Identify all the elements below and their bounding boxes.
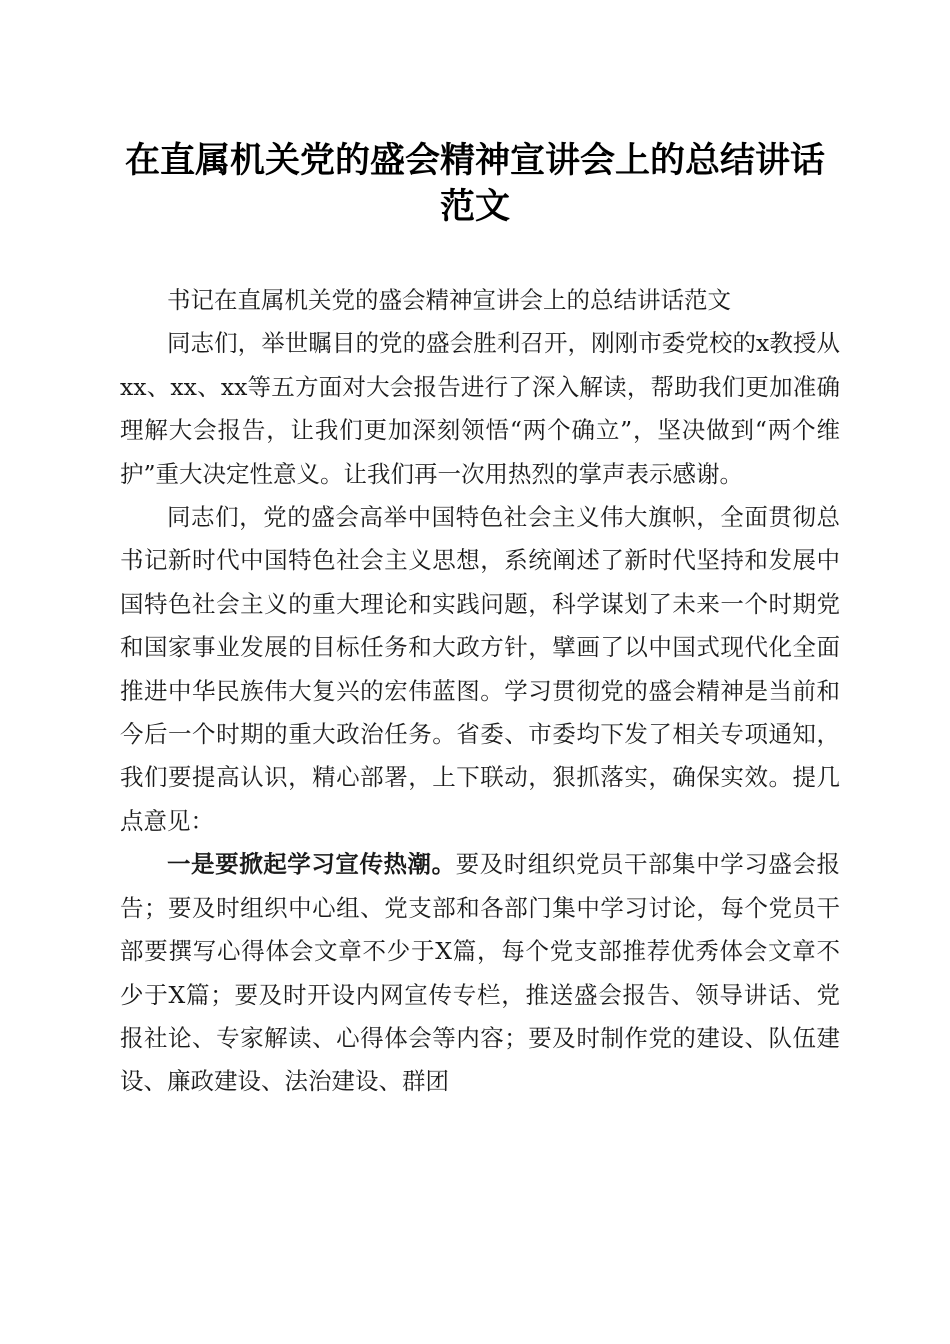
paragraph-point-one — [120, 843, 840, 1103]
paragraph-opening — [120, 322, 840, 496]
paragraph-text: 同志们，举世瞩目的党的盛会胜利召开，刚刚市委党校的x教授从xx、xx、xx等五方面对大会报告进行了深入解读，帮助我们更加准确理解大会报告，让我们更加深刻领悟“两个确立”，坚决做到“两个维护”重大决定性意义。让我们再一次用热烈的掌声表示感谢。 — [120, 329, 840, 488]
paragraph-context — [120, 496, 840, 843]
document-body — [120, 279, 840, 1104]
paragraph-lead: 一是要掀起学习宣传热潮。 — [167, 850, 456, 879]
document-title: 在直属机关党的盛会精神宣讲会上的总结讲话范文 — [124, 140, 825, 227]
paragraph-subtitle — [120, 279, 840, 322]
paragraph-text: 书记在直属机关党的盛会精神宣讲会上的总结讲话范文 — [167, 286, 731, 314]
paragraph-text: 要及时组织党员干部集中学习盛会报告；要及时组织中心组、党支部和各部门集中学习讨论，每个党员干部要撰写心得体会文章不少于X篇，每个党支部推荐优秀体会文章不少于X篇；要及时开设内网宣传专栏，推送盛会报告、领导讲话、党报社论、专家解读、心得体会等内容；要及时制作党的建设、队伍建设、廉政建设、法治建设、群团 — [120, 850, 841, 1096]
paragraph-text: 同志们，党的盛会高举中国特色社会主义伟大旗帜，全面贯彻总书记新时代中国特色社会主义思想，系统阐述了新时代坚持和发展中国特色社会主义的重大理论和实践问题，科学谋划了未来一个时期党和国家事业发展的目标任务和大政方针，擘画了以中国式现代化全面推进中华民族伟大复兴的宏伟蓝图。学习贯彻党的盛会精神是当前和今后一个时期的重大政治任务。省委、市委均下发了相关专项通知，我们要提高认识，精心部署，上下联动，狠抓落实，确保实效。提几点意见： — [120, 503, 840, 835]
